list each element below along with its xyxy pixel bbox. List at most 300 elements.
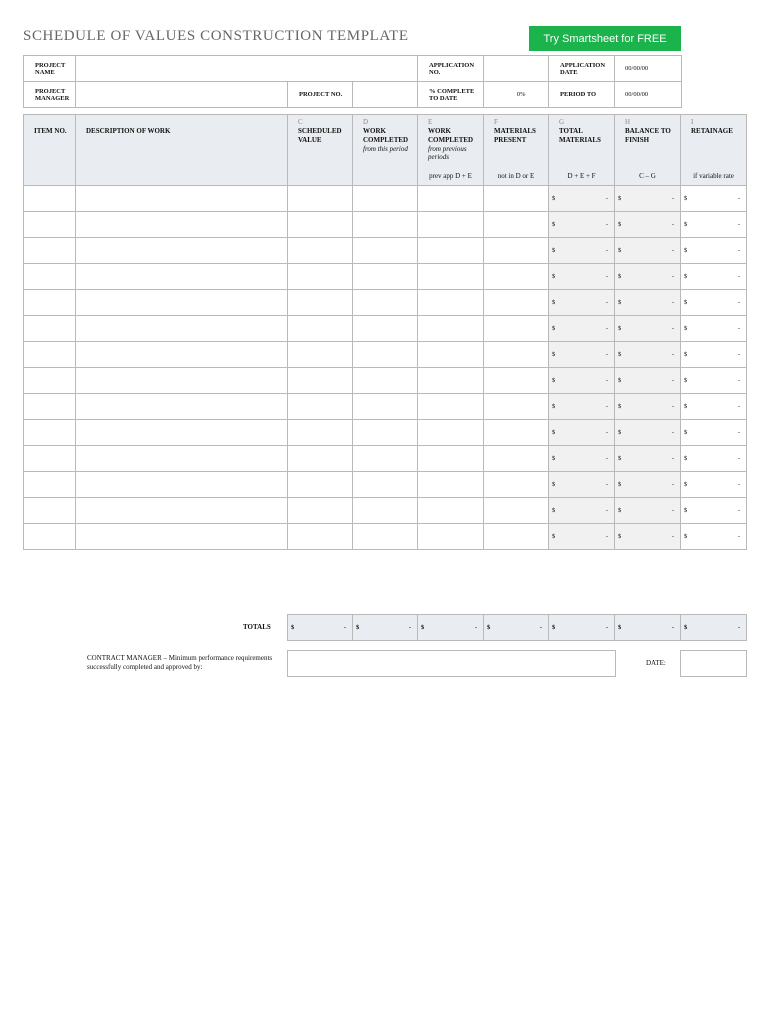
- table-cell[interactable]: [24, 472, 76, 498]
- table-cell: [681, 264, 747, 290]
- table-cell: [549, 420, 615, 446]
- date-field[interactable]: [680, 650, 747, 677]
- amount-value: -: [605, 403, 608, 410]
- currency-symbol: $: [684, 481, 688, 488]
- table-cell[interactable]: [353, 186, 418, 212]
- amount-cell: [549, 403, 614, 410]
- amount-cell: [615, 429, 680, 436]
- table-row: [24, 420, 747, 446]
- total-amount: [615, 624, 680, 631]
- table-cell: [615, 394, 681, 420]
- column-title: WORK COMPLETED: [428, 127, 474, 144]
- table-cell: [681, 394, 747, 420]
- table-cell[interactable]: [484, 368, 549, 394]
- table-cell[interactable]: [418, 264, 484, 290]
- table-row: [24, 342, 747, 368]
- currency-symbol: $: [618, 403, 622, 410]
- table-cell: [681, 524, 747, 550]
- table-cell[interactable]: [24, 264, 76, 290]
- amount-value: -: [737, 247, 740, 254]
- table-cell[interactable]: [288, 368, 353, 394]
- amount-value: -: [474, 624, 477, 631]
- table-cell[interactable]: [484, 264, 549, 290]
- amount-value: -: [605, 247, 608, 254]
- amount-cell: [549, 455, 614, 462]
- table-cell: [615, 290, 681, 316]
- table-cell[interactable]: [76, 524, 288, 550]
- column-letter: D: [363, 118, 369, 126]
- schedule-of-values-table: [23, 114, 747, 550]
- table-cell[interactable]: [418, 238, 484, 264]
- table-cell[interactable]: [76, 498, 288, 524]
- amount-value: -: [737, 325, 740, 332]
- table-cell[interactable]: [353, 342, 418, 368]
- amount-value: -: [737, 403, 740, 410]
- column-header-2: [288, 115, 353, 186]
- table-cell: [615, 264, 681, 290]
- table-cell: [615, 368, 681, 394]
- table-cell: [615, 342, 681, 368]
- table-cell: [681, 186, 747, 212]
- currency-symbol: $: [356, 624, 360, 631]
- table-cell: [681, 316, 747, 342]
- amount-cell: [681, 195, 746, 202]
- table-cell[interactable]: [484, 420, 549, 446]
- table-cell[interactable]: [353, 290, 418, 316]
- table-cell: [615, 186, 681, 212]
- amount-cell: [681, 481, 746, 488]
- amount-cell: [681, 247, 746, 254]
- table-cell: [615, 498, 681, 524]
- currency-symbol: $: [552, 533, 556, 540]
- currency-symbol: $: [618, 624, 622, 631]
- table-cell[interactable]: [76, 472, 288, 498]
- table-row: [24, 368, 747, 394]
- table-cell[interactable]: [24, 524, 76, 550]
- table-cell[interactable]: [76, 238, 288, 264]
- table-row: [24, 498, 747, 524]
- amount-cell: [549, 299, 614, 306]
- table-row: [24, 446, 747, 472]
- table-cell: [681, 212, 747, 238]
- table-cell: [549, 186, 615, 212]
- column-letter: F: [494, 118, 498, 126]
- amount-value: -: [737, 273, 740, 280]
- amount-cell: [681, 325, 746, 332]
- table-cell[interactable]: [418, 524, 484, 550]
- table-cell: [549, 394, 615, 420]
- try-smartsheet-button[interactable]: Try Smartsheet for FREE: [529, 26, 681, 51]
- currency-symbol: $: [552, 299, 556, 306]
- currency-symbol: $: [618, 429, 622, 436]
- amount-cell: [615, 533, 680, 540]
- amount-value: -: [605, 624, 608, 631]
- table-cell[interactable]: [484, 290, 549, 316]
- currency-symbol: $: [487, 624, 491, 631]
- table-cell[interactable]: [288, 316, 353, 342]
- project-manager-field[interactable]: [76, 82, 288, 108]
- currency-symbol: $: [618, 273, 622, 280]
- table-cell[interactable]: [288, 420, 353, 446]
- currency-symbol: $: [552, 624, 556, 631]
- table-cell[interactable]: [353, 472, 418, 498]
- amount-cell: [615, 481, 680, 488]
- table-row: [24, 264, 747, 290]
- table-cell[interactable]: [288, 394, 353, 420]
- currency-symbol: $: [684, 195, 688, 202]
- table-cell[interactable]: [418, 498, 484, 524]
- amount-value: -: [605, 351, 608, 358]
- table-cell[interactable]: [418, 342, 484, 368]
- column-title: BALANCE TO FINISH: [625, 127, 671, 144]
- amount-value: -: [605, 325, 608, 332]
- table-cell[interactable]: [484, 316, 549, 342]
- amount-cell: [681, 403, 746, 410]
- table-cell[interactable]: [288, 342, 353, 368]
- table-cell[interactable]: [76, 368, 288, 394]
- table-cell[interactable]: [484, 238, 549, 264]
- currency-symbol: $: [618, 481, 622, 488]
- amount-value: -: [671, 273, 674, 280]
- table-cell: [549, 212, 615, 238]
- currency-symbol: $: [618, 221, 622, 228]
- table-cell[interactable]: [24, 446, 76, 472]
- table-cell[interactable]: [484, 186, 549, 212]
- currency-symbol: $: [618, 507, 622, 514]
- application-no-label: APPLICATION NO.: [418, 56, 484, 82]
- column-title: ITEM NO.: [34, 127, 67, 135]
- table-cell[interactable]: [353, 420, 418, 446]
- table-cell[interactable]: [76, 212, 288, 238]
- table-cell[interactable]: [418, 394, 484, 420]
- table-cell[interactable]: [24, 290, 76, 316]
- currency-symbol: $: [618, 247, 622, 254]
- table-cell[interactable]: [418, 212, 484, 238]
- amount-value: -: [671, 481, 674, 488]
- table-cell[interactable]: [288, 238, 353, 264]
- amount-cell: [615, 221, 680, 228]
- column-header-1: [76, 115, 288, 186]
- total-cell: [549, 615, 615, 641]
- table-cell: [549, 472, 615, 498]
- column-header-6: [549, 115, 615, 186]
- currency-symbol: $: [618, 195, 622, 202]
- column-formula: if variable rate: [693, 172, 734, 180]
- page-title: SCHEDULE OF VALUES CONSTRUCTION TEMPLATE: [23, 28, 409, 44]
- table-header-row: [24, 115, 747, 186]
- amount-cell: [615, 377, 680, 384]
- column-letter: E: [428, 118, 433, 126]
- table-cell[interactable]: [24, 498, 76, 524]
- table-cell[interactable]: [288, 264, 353, 290]
- currency-symbol: $: [618, 377, 622, 384]
- table-cell[interactable]: [418, 290, 484, 316]
- table-cell: [615, 472, 681, 498]
- amount-cell: [615, 403, 680, 410]
- table-cell[interactable]: [288, 186, 353, 212]
- amount-value: -: [605, 429, 608, 436]
- table-row: [24, 238, 747, 264]
- amount-cell: [615, 195, 680, 202]
- table-cell: [615, 446, 681, 472]
- table-cell[interactable]: [353, 498, 418, 524]
- amount-cell: [681, 273, 746, 280]
- amount-value: -: [671, 299, 674, 306]
- amount-cell: [549, 247, 614, 254]
- table-cell[interactable]: [353, 394, 418, 420]
- table-cell: [681, 238, 747, 264]
- application-date-field[interactable]: 00/00/00: [615, 56, 682, 82]
- amount-cell: [549, 221, 614, 228]
- table-cell[interactable]: [418, 472, 484, 498]
- amount-cell: [549, 429, 614, 436]
- table-cell[interactable]: [484, 342, 549, 368]
- contract-manager-label: CONTRACT MANAGER – Minimum performance requirements successfully completed and approved by:: [87, 654, 273, 671]
- column-header-4: [418, 115, 484, 186]
- table-cell[interactable]: [288, 472, 353, 498]
- amount-value: -: [671, 429, 674, 436]
- table-cell[interactable]: [418, 368, 484, 394]
- table-cell[interactable]: [76, 420, 288, 446]
- table-cell[interactable]: [76, 264, 288, 290]
- amount-cell: [549, 195, 614, 202]
- date-label: DATE:: [646, 659, 666, 667]
- period-to-field[interactable]: 00/00/00: [615, 82, 682, 108]
- amount-value: -: [671, 325, 674, 332]
- table-cell: [615, 212, 681, 238]
- table-cell[interactable]: [353, 238, 418, 264]
- total-amount: [484, 624, 548, 631]
- amount-value: -: [539, 624, 542, 631]
- table-cell[interactable]: [418, 420, 484, 446]
- amount-value: -: [605, 195, 608, 202]
- table-cell[interactable]: [353, 446, 418, 472]
- table-cell[interactable]: [288, 524, 353, 550]
- table-cell[interactable]: [484, 394, 549, 420]
- currency-symbol: $: [684, 455, 688, 462]
- amount-value: -: [737, 221, 740, 228]
- currency-symbol: $: [552, 403, 556, 410]
- table-cell: [549, 290, 615, 316]
- project-no-label: PROJECT NO.: [288, 82, 353, 108]
- currency-symbol: $: [552, 273, 556, 280]
- column-letter: H: [625, 118, 631, 126]
- table-cell[interactable]: [288, 290, 353, 316]
- table-cell[interactable]: [353, 316, 418, 342]
- amount-value: -: [737, 429, 740, 436]
- total-amount: [418, 624, 483, 631]
- table-cell: [681, 498, 747, 524]
- column-formula: C – G: [639, 172, 656, 180]
- table-cell[interactable]: [24, 212, 76, 238]
- table-cell[interactable]: [24, 342, 76, 368]
- table-cell: [549, 238, 615, 264]
- amount-cell: [615, 299, 680, 306]
- project-name-label: PROJECT NAME: [24, 56, 76, 82]
- table-row: [24, 394, 747, 420]
- table-cell[interactable]: [24, 420, 76, 446]
- amount-value: -: [605, 481, 608, 488]
- project-no-field[interactable]: [353, 82, 418, 108]
- column-header-3: [353, 115, 418, 186]
- currency-symbol: $: [684, 403, 688, 410]
- table-cell: [681, 290, 747, 316]
- amount-cell: [615, 273, 680, 280]
- amount-value: -: [737, 377, 740, 384]
- amount-value: -: [737, 481, 740, 488]
- amount-cell: [681, 351, 746, 358]
- column-header-8: [681, 115, 747, 186]
- table-cell[interactable]: [76, 290, 288, 316]
- percent-complete-label: % COMPLETE TO DATE: [418, 82, 484, 108]
- table-cell[interactable]: [353, 264, 418, 290]
- contract-manager-signature-field[interactable]: [287, 650, 616, 677]
- table-cell[interactable]: [24, 186, 76, 212]
- application-no-field[interactable]: [484, 56, 549, 82]
- totals-label: TOTALS: [243, 623, 271, 631]
- currency-symbol: $: [552, 429, 556, 436]
- column-title: RETAINAGE: [691, 127, 733, 135]
- amount-value: -: [671, 533, 674, 540]
- amount-cell: [615, 247, 680, 254]
- amount-cell: [549, 351, 614, 358]
- total-cell: [353, 615, 418, 641]
- currency-symbol: $: [552, 195, 556, 202]
- column-header-5: [484, 115, 549, 186]
- table-row: [24, 316, 747, 342]
- table-cell[interactable]: [24, 394, 76, 420]
- column-letter: C: [298, 118, 303, 126]
- table-cell: [615, 238, 681, 264]
- table-cell: [549, 264, 615, 290]
- table-row: [24, 472, 747, 498]
- table-cell: [681, 368, 747, 394]
- column-letter: I: [691, 118, 694, 126]
- amount-value: -: [737, 351, 740, 358]
- table-cell[interactable]: [76, 316, 288, 342]
- total-amount: [288, 624, 352, 631]
- amount-value: -: [671, 507, 674, 514]
- amount-value: -: [605, 299, 608, 306]
- currency-symbol: $: [552, 351, 556, 358]
- column-title: SCHEDULED VALUE: [298, 127, 342, 144]
- column-title: MATERIALS PRESENT: [494, 127, 536, 144]
- column-header-7: [615, 115, 681, 186]
- table-cell[interactable]: [484, 446, 549, 472]
- amount-value: -: [671, 624, 674, 631]
- table-cell[interactable]: [76, 446, 288, 472]
- table-cell[interactable]: [76, 342, 288, 368]
- amount-cell: [681, 299, 746, 306]
- total-cell: [615, 615, 681, 641]
- table-cell[interactable]: [353, 524, 418, 550]
- table-cell: [549, 342, 615, 368]
- table-cell[interactable]: [418, 186, 484, 212]
- amount-value: -: [671, 377, 674, 384]
- table-cell[interactable]: [484, 472, 549, 498]
- table-cell[interactable]: [418, 446, 484, 472]
- currency-symbol: $: [684, 624, 688, 631]
- total-amount: [681, 624, 746, 631]
- table-row: [24, 186, 747, 212]
- currency-symbol: $: [421, 624, 425, 631]
- totals-row: [287, 614, 747, 641]
- table-cell: [549, 446, 615, 472]
- amount-cell: [681, 455, 746, 462]
- project-info-table: [23, 55, 682, 108]
- amount-value: -: [605, 221, 608, 228]
- amount-value: -: [605, 455, 608, 462]
- table-row: [24, 212, 747, 238]
- currency-symbol: $: [291, 624, 295, 631]
- period-to-label: PERIOD TO: [549, 82, 615, 108]
- column-formula: prev app D + E: [429, 172, 472, 180]
- currency-symbol: $: [618, 351, 622, 358]
- table-cell[interactable]: [418, 316, 484, 342]
- amount-cell: [681, 377, 746, 384]
- currency-symbol: $: [684, 273, 688, 280]
- amount-value: -: [671, 221, 674, 228]
- table-cell: [549, 498, 615, 524]
- table-cell: [615, 316, 681, 342]
- table-cell[interactable]: [288, 446, 353, 472]
- table-cell[interactable]: [76, 394, 288, 420]
- column-title: DESCRIPTION OF WORK: [86, 127, 171, 135]
- total-cell: [484, 615, 549, 641]
- amount-cell: [681, 221, 746, 228]
- amount-value: -: [737, 195, 740, 202]
- currency-symbol: $: [684, 429, 688, 436]
- table-cell[interactable]: [353, 368, 418, 394]
- table-cell[interactable]: [288, 212, 353, 238]
- currency-symbol: $: [684, 325, 688, 332]
- amount-value: -: [671, 247, 674, 254]
- amount-value: -: [737, 455, 740, 462]
- amount-cell: [681, 533, 746, 540]
- table-cell[interactable]: [24, 238, 76, 264]
- table-cell: [681, 342, 747, 368]
- amount-value: -: [671, 455, 674, 462]
- amount-value: -: [605, 273, 608, 280]
- table-cell[interactable]: [353, 212, 418, 238]
- currency-symbol: $: [552, 507, 556, 514]
- percent-complete-field[interactable]: 0%: [484, 82, 549, 108]
- currency-symbol: $: [552, 455, 556, 462]
- table-cell[interactable]: [484, 212, 549, 238]
- table-cell[interactable]: [24, 316, 76, 342]
- column-subtitle: from this period: [363, 145, 408, 153]
- total-amount: [353, 624, 417, 631]
- table-cell[interactable]: [484, 498, 549, 524]
- amount-value: -: [671, 195, 674, 202]
- project-name-field[interactable]: [76, 56, 418, 82]
- currency-symbol: $: [618, 299, 622, 306]
- amount-cell: [681, 507, 746, 514]
- table-cell: [681, 472, 747, 498]
- currency-symbol: $: [552, 325, 556, 332]
- table-cell[interactable]: [76, 186, 288, 212]
- table-cell[interactable]: [24, 368, 76, 394]
- amount-value: -: [605, 507, 608, 514]
- amount-value: -: [671, 403, 674, 410]
- table-cell[interactable]: [484, 524, 549, 550]
- amount-cell: [549, 325, 614, 332]
- currency-symbol: $: [618, 325, 622, 332]
- amount-value: -: [605, 377, 608, 384]
- application-date-label: APPLICATION DATE: [549, 56, 615, 82]
- table-cell[interactable]: [288, 498, 353, 524]
- currency-symbol: $: [552, 247, 556, 254]
